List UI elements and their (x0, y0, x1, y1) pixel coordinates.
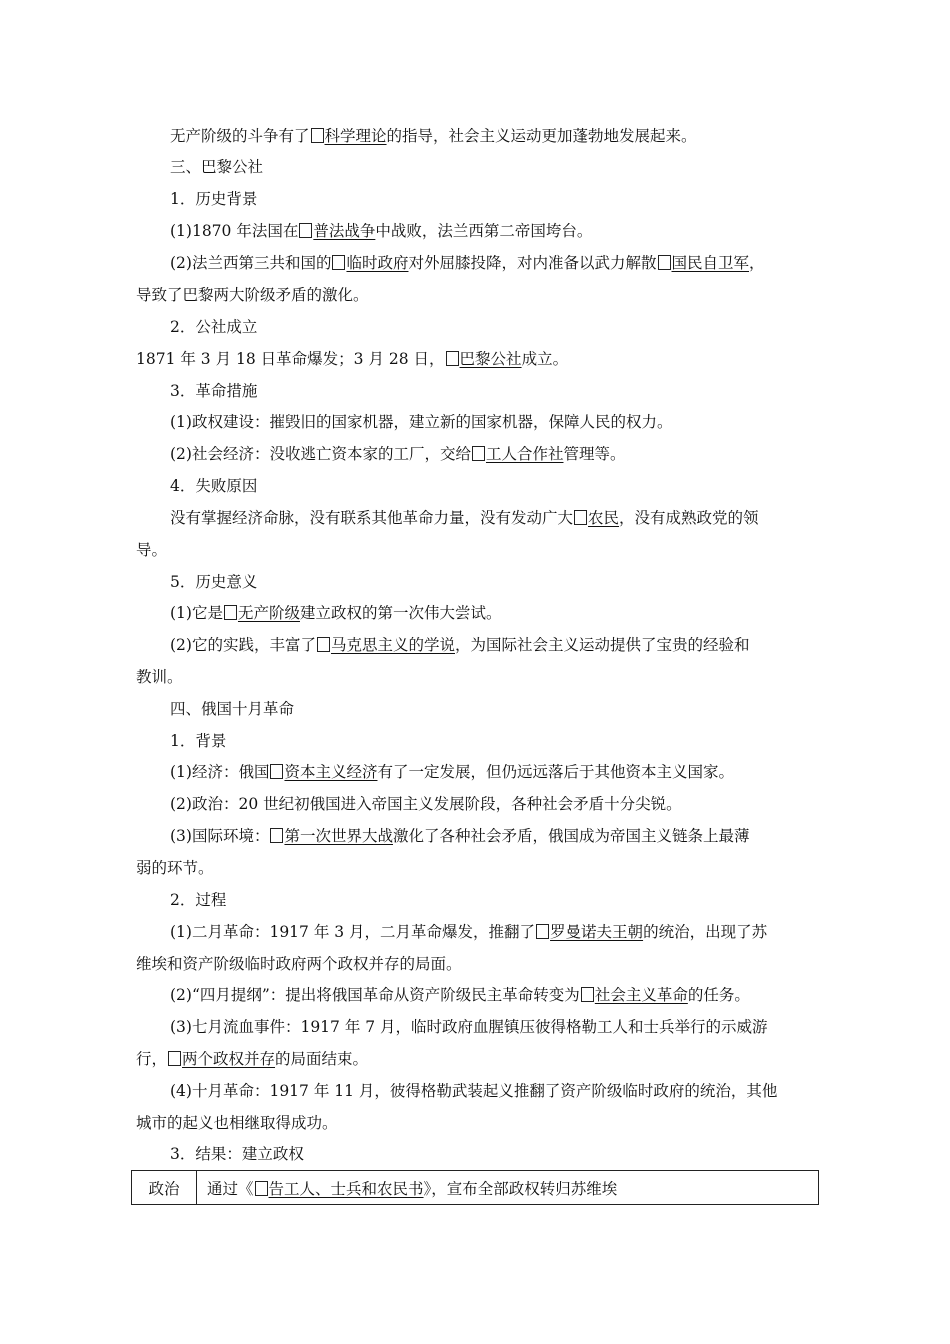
blank-box-icon (270, 764, 283, 779)
answer-text: 普法战争 (313, 222, 376, 240)
paragraph-april-theses: (2)“四月提纲”：提出将俄国革命从资产阶级民主革命转变为 社会主义革命的任务。 (170, 986, 750, 1004)
paragraph-continuation: 教训。 (136, 668, 183, 686)
subheading-historical-background: 1．历史背景 (170, 190, 258, 208)
subheading-background: 1．背景 (170, 732, 227, 750)
paragraph-october-revolution: (4)十月革命：1917 年 11 月，彼得格勒武装起义推翻了资产阶级临时政府的统治，其他 (170, 1082, 778, 1100)
subheading-process: 2．过程 (170, 891, 227, 909)
paragraph-economy: (1)经济：俄国 资本主义经济有了一定发展，但仍远远落后于其他资本主义国家。 (170, 763, 734, 781)
paragraph-failure-reasons: 没有掌握经济命脉，没有联系其他革命力量，没有发动广大 农民，没有成熟政党的领 (170, 509, 759, 527)
table-row (132, 1171, 819, 1205)
result-table (131, 1170, 819, 1205)
subheading-causes-of-failure: 4．失败原因 (170, 477, 258, 495)
paragraph-international-environment: (3)国际环境： 第一次世界大战激化了各种社会矛盾，俄国成为帝国主义链条上最薄 (170, 827, 750, 845)
blank-box-icon (332, 255, 345, 270)
blank-box-icon (472, 446, 485, 461)
answer-text: 无产阶级 (237, 604, 300, 622)
answer-text: 工人合作社 (485, 445, 564, 463)
blank-box-icon (317, 637, 330, 652)
table-cell-category: 政治 (132, 1171, 197, 1205)
section-heading-october-revolution: 四、俄国十月革命 (170, 700, 295, 718)
blank-box-icon (311, 128, 324, 143)
blank-box-icon (446, 351, 459, 366)
paragraph-continuation: 导致了巴黎两大阶级矛盾的激化。 (136, 286, 369, 304)
answer-text: 资本主义经济 (284, 763, 378, 781)
paragraph-political-construction: (1)政权建设：摧毁旧的国家机器，建立新的国家机器，保障人民的权力。 (170, 413, 673, 431)
blank-box-icon (581, 987, 594, 1002)
paragraph-continuation: 维埃和资产阶级临时政府两个政权并存的局面。 (136, 955, 462, 973)
answer-text: 两个政权并存 (182, 1050, 276, 1068)
answer-text: 农民 (588, 509, 620, 527)
blank-box-icon (255, 1181, 268, 1196)
paragraph-social-economy: (2)社会经济：没收逃亡资本家的工厂，交给 工人合作社管理等。 (170, 445, 626, 463)
paragraph-continuation: 城市的起义也相继取得成功。 (136, 1114, 338, 1132)
paragraph-enriched-marxism: (2)它的实践，丰富了 马克思主义的学说，为国际社会主义运动提供了宝贵的经验和 (170, 636, 750, 654)
paragraph-first-attempt: (1)它是 无产阶级建立政权的第一次伟大尝试。 (170, 604, 502, 622)
answer-text: 马克思主义的学说 (330, 636, 455, 654)
table-cell-content: 通过《 告工人、士兵和农民书》，宣布全部政权转归苏维埃 (197, 1171, 819, 1205)
paragraph-february-revolution: (1)二月革命：1917 年 3 月，二月革命爆发，推翻了 罗曼诺夫王朝的统治，出现了苏 (170, 923, 768, 941)
blank-box-icon (574, 510, 587, 525)
answer-text: 科学理论 (324, 127, 387, 145)
paragraph-provisional-government: (2)法兰西第三共和国的 临时政府对外屈膝投降，对内准备以武力解散 国民自卫军， (170, 254, 765, 272)
subheading-result: 3．结果：建立政权 (170, 1145, 304, 1163)
paragraph-continuation: 行， 两个政权并存的局面结束。 (136, 1050, 369, 1068)
blank-box-icon (536, 924, 549, 939)
answer-text: 国民自卫军 (671, 254, 750, 272)
answer-text: 巴黎公社 (459, 350, 522, 368)
blank-box-icon (168, 1051, 181, 1066)
blank-box-icon (299, 223, 312, 238)
answer-text: 告工人、士兵和农民书 (268, 1179, 424, 1198)
paragraph-july-days: (3)七月流血事件：1917 年 7 月，临时政府血腥镇压彼得格勒工人和士兵举行的示威游 (170, 1018, 768, 1036)
subheading-historical-significance: 5．历史意义 (170, 573, 258, 591)
answer-text: 罗曼诺夫王朝 (550, 923, 644, 941)
subheading-revolutionary-measures: 3．革命措施 (170, 382, 258, 400)
answer-text: 第一次世界大战 (284, 827, 393, 845)
blank-box-icon (658, 255, 671, 270)
subheading-commune-established: 2．公社成立 (170, 318, 258, 336)
section-heading-paris-commune: 三、巴黎公社 (170, 158, 264, 176)
paragraph-continuation: 导。 (136, 541, 168, 559)
paragraph-scientific-theory: 无产阶级的斗争有了 科学理论的指导，社会主义运动更加蓬勃地发展起来。 (170, 127, 697, 145)
paragraph-commune-date: 1871 年 3 月 18 日革命爆发；3 月 28 日， 巴黎公社成立。 (136, 350, 569, 368)
paragraph-continuation: 弱的环节。 (136, 859, 214, 877)
answer-text: 社会主义革命 (594, 986, 688, 1004)
paragraph-franco-prussian-war: (1)1870 年法国在 普法战争中战败，法兰西第二帝国垮台。 (170, 222, 593, 240)
paragraph-politics: (2)政治：20 世纪初俄国进入帝国主义发展阶段，各种社会矛盾十分尖锐。 (170, 795, 682, 813)
blank-box-icon (270, 828, 283, 843)
answer-text: 临时政府 (346, 254, 409, 272)
blank-box-icon (224, 605, 237, 620)
